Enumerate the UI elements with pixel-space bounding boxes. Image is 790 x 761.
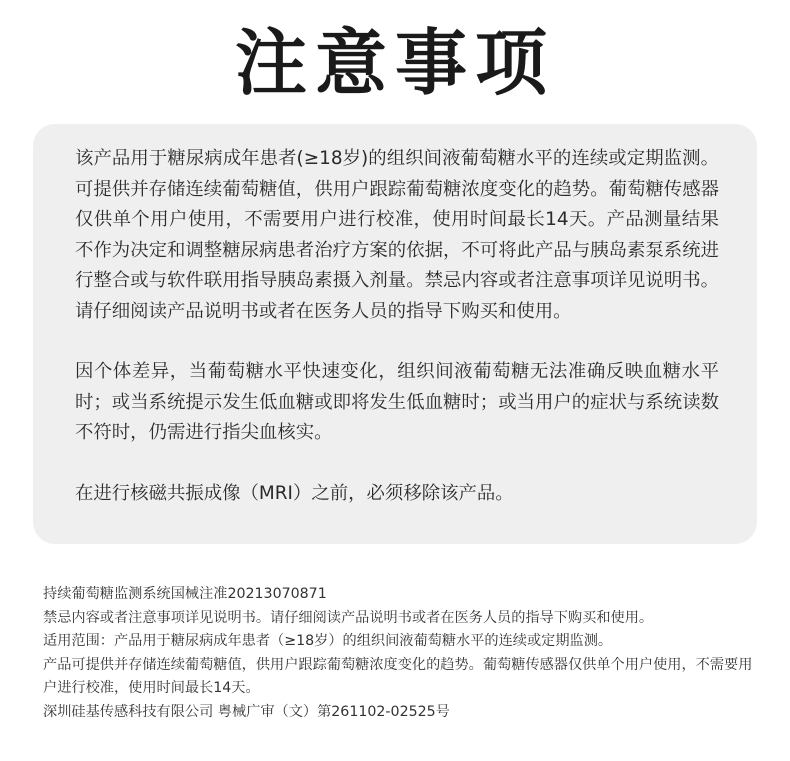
notice-paragraph-verification: 因个体差异，当葡萄糖水平快速变化，组织间液葡萄糖无法准确反映血糖水平时；或当系统提示发生低血糖或即将发生低血糖时；或当用户的症状与系统读数不符时，仍需进行指尖血核实。 [75,361,719,443]
footer-function-line: 产品可提供并存储连续葡萄糖值，供用户跟踪葡萄糖浓度变化的趋势。葡萄糖传感器仅供单个用户使用，不需要用户进行校准，使用时间最长14天。 [43,656,753,696]
footer-contraindication-line: 禁忌内容或者注意事项详见说明书。请仔细阅读产品说明书或者在医务人员的指导下购买和使用。 [43,609,654,626]
regulatory-footer [43,583,763,724]
footer-registration-line: 持续葡萄糖监测系统国械注准20213070871 [43,586,327,602]
page-title: 注意事项 [234,21,555,105]
footer-scope-line: 适用范围：产品用于糖尿病成年患者（≥18岁）的组织间液葡萄糖水平的连续或定期监测。 [43,633,613,649]
notice-paragraph-usage: 该产品用于糖尿病成年患者(≥18岁)的组织间液葡萄糖水平的连续或定期监测。可提供并存储连续葡萄糖值，供用户跟踪葡萄糖浓度变化的趋势。葡萄糖传感器仅供单个用户使用，不需要用户进行校准，使用时间最长14天。产品测量结果不作为决定和调整糖尿病患者治疗方案的依据，不可将此产品与胰岛素泵系统进行整合或与软件联用指导胰岛素摄入剂量。禁忌内容或者注意事项详见说明书。请仔细阅读产品说明书或者在医务人员的指导下购买和使用。 [75,148,719,322]
notice-paragraph-mri: 在进行核磁共振成像（MRI）之前，必须移除该产品。 [75,482,514,504]
notice-card [33,124,757,544]
footer-company-line: 深圳硅基传感科技有限公司 粤械广审（文）第261102-02525号 [43,703,450,720]
